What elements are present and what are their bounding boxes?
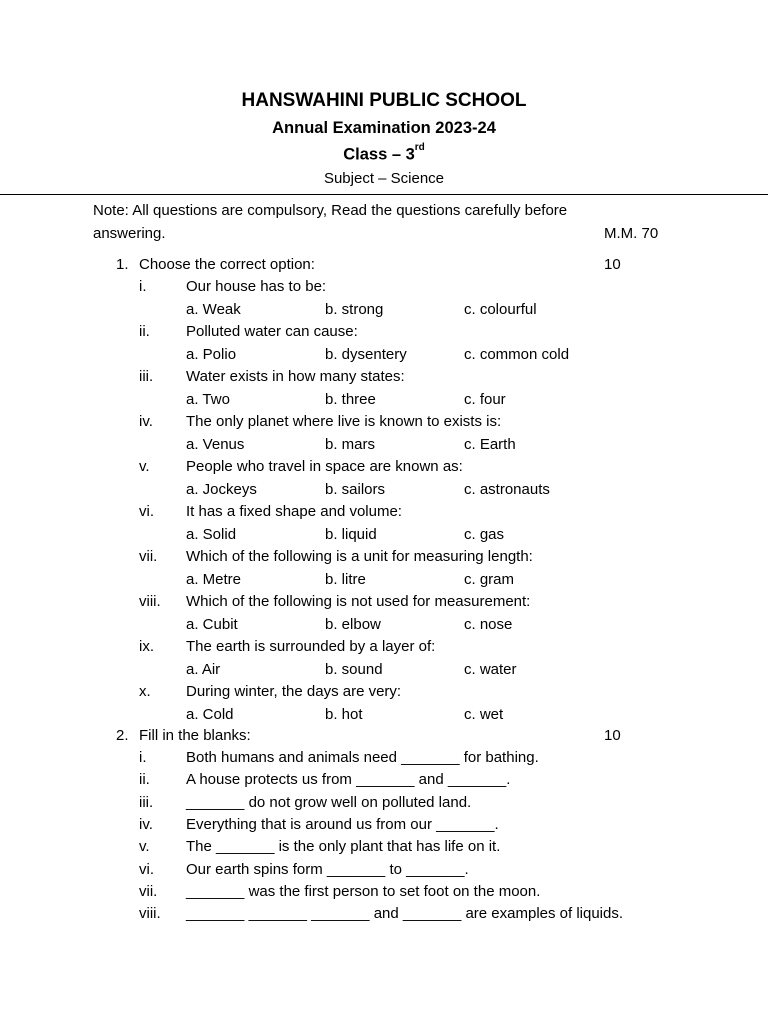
- item-number: viii.: [139, 905, 161, 923]
- option-c: c. four: [464, 391, 506, 408]
- item-question: _______ do not grow well on polluted land.: [186, 793, 472, 811]
- option-c: c. astronauts: [464, 481, 550, 498]
- question-title: Fill in the blanks:: [139, 727, 251, 744]
- item-number: v.: [139, 458, 150, 475]
- option-a: a. Metre: [186, 571, 242, 588]
- option-c: c. nose: [464, 616, 513, 633]
- item-number: vii.: [139, 882, 158, 900]
- option-a: a. Cubit: [186, 616, 238, 633]
- item-number: iv.: [139, 815, 153, 833]
- item-number: x.: [139, 683, 151, 700]
- option-c: c. colourful: [464, 301, 537, 318]
- item-question: It has a fixed shape and volume:: [186, 503, 402, 520]
- exam-title: Annual Examination 2023-24: [272, 119, 496, 137]
- option-b: b. mars: [325, 436, 376, 453]
- option-b: b. strong: [325, 301, 384, 318]
- option-a: a. Solid: [186, 526, 237, 543]
- item-number: viii.: [139, 593, 161, 610]
- option-b: b. hot: [325, 706, 363, 723]
- max-marks: M.M. 70: [604, 225, 659, 242]
- class-label: [0, 142, 768, 165]
- option-a: a. Venus: [186, 436, 245, 453]
- class-superscript: rd: [414, 142, 425, 153]
- question-marks: 10: [604, 256, 621, 273]
- item-number: i.: [139, 749, 147, 766]
- item-question: A house protects us from _______ and _______.: [186, 771, 511, 789]
- option-b: b. sound: [325, 661, 383, 678]
- item-number: vi.: [139, 503, 154, 520]
- item-question: People who travel in space are known as:: [186, 458, 463, 475]
- option-c: c. gas: [464, 526, 505, 543]
- header-divider: [0, 194, 768, 195]
- option-b: b. dysentery: [325, 346, 407, 363]
- school-name: HANSWAHINI PUBLIC SCHOOL: [241, 90, 527, 111]
- option-c: c. common cold: [464, 346, 570, 363]
- option-b: b. elbow: [325, 616, 381, 633]
- option-c: c. wet: [464, 706, 504, 723]
- item-question: During winter, the days are very:: [186, 683, 402, 700]
- question-title: Choose the correct option:: [139, 256, 315, 273]
- item-number: v.: [139, 838, 150, 856]
- note-line-2: answering.: [93, 225, 166, 242]
- item-question: Our earth spins form _______ to _______.: [186, 860, 469, 878]
- item-question: Our house has to be:: [186, 278, 327, 295]
- option-a: a. Two: [186, 391, 230, 408]
- item-question: _______ was the first person to set foot on the moon.: [186, 882, 541, 900]
- item-question: Which of the following is a unit for measuring length:: [186, 548, 533, 565]
- item-question: Polluted water can cause:: [186, 323, 358, 340]
- item-question: The _______ is the only plant that has life on it.: [186, 838, 501, 856]
- item-number: vii.: [139, 548, 158, 565]
- option-c: c. water: [464, 661, 517, 678]
- item-number: vi.: [139, 860, 154, 878]
- option-a: a. Air: [186, 661, 221, 678]
- question-number: 2.: [116, 727, 129, 744]
- item-number: ii.: [139, 771, 150, 789]
- item-number: ii.: [139, 323, 150, 340]
- item-number: iii.: [139, 368, 154, 385]
- item-question: Which of the following is not used for measurement:: [186, 593, 531, 610]
- item-question: The only planet where live is known to exists is:: [186, 413, 502, 430]
- item-number: i.: [139, 278, 147, 295]
- class-text: Class – 3: [343, 145, 415, 164]
- option-c: c. gram: [464, 571, 515, 588]
- item-number: iii.: [139, 793, 154, 811]
- item-question: Both humans and animals need _______ for bathing.: [186, 749, 539, 766]
- option-a: a. Jockeys: [186, 481, 257, 498]
- option-b: b. three: [325, 391, 376, 408]
- option-b: b. liquid: [325, 526, 377, 543]
- option-b: b. sailors: [325, 481, 386, 498]
- option-a: a. Polio: [186, 346, 237, 363]
- question-number: 1.: [116, 256, 129, 273]
- item-number: ix.: [139, 638, 154, 655]
- subject-label: Subject – Science: [323, 170, 445, 187]
- item-question: _______ _______ _______ and _______ are examples of liquids.: [186, 905, 624, 923]
- item-question: Water exists in how many states:: [186, 368, 405, 385]
- item-question: Everything that is around us from our _______.: [186, 815, 499, 833]
- option-b: b. litre: [325, 571, 366, 588]
- option-a: a. Weak: [186, 301, 241, 318]
- note-line-1: Note: All questions are compulsory, Read the questions carefully before: [93, 202, 568, 219]
- item-question: The earth is surrounded by a layer of:: [186, 638, 436, 655]
- question-marks: 10: [604, 727, 621, 744]
- option-a: a. Cold: [186, 706, 234, 723]
- item-number: iv.: [139, 413, 153, 430]
- option-c: c. Earth: [464, 436, 516, 453]
